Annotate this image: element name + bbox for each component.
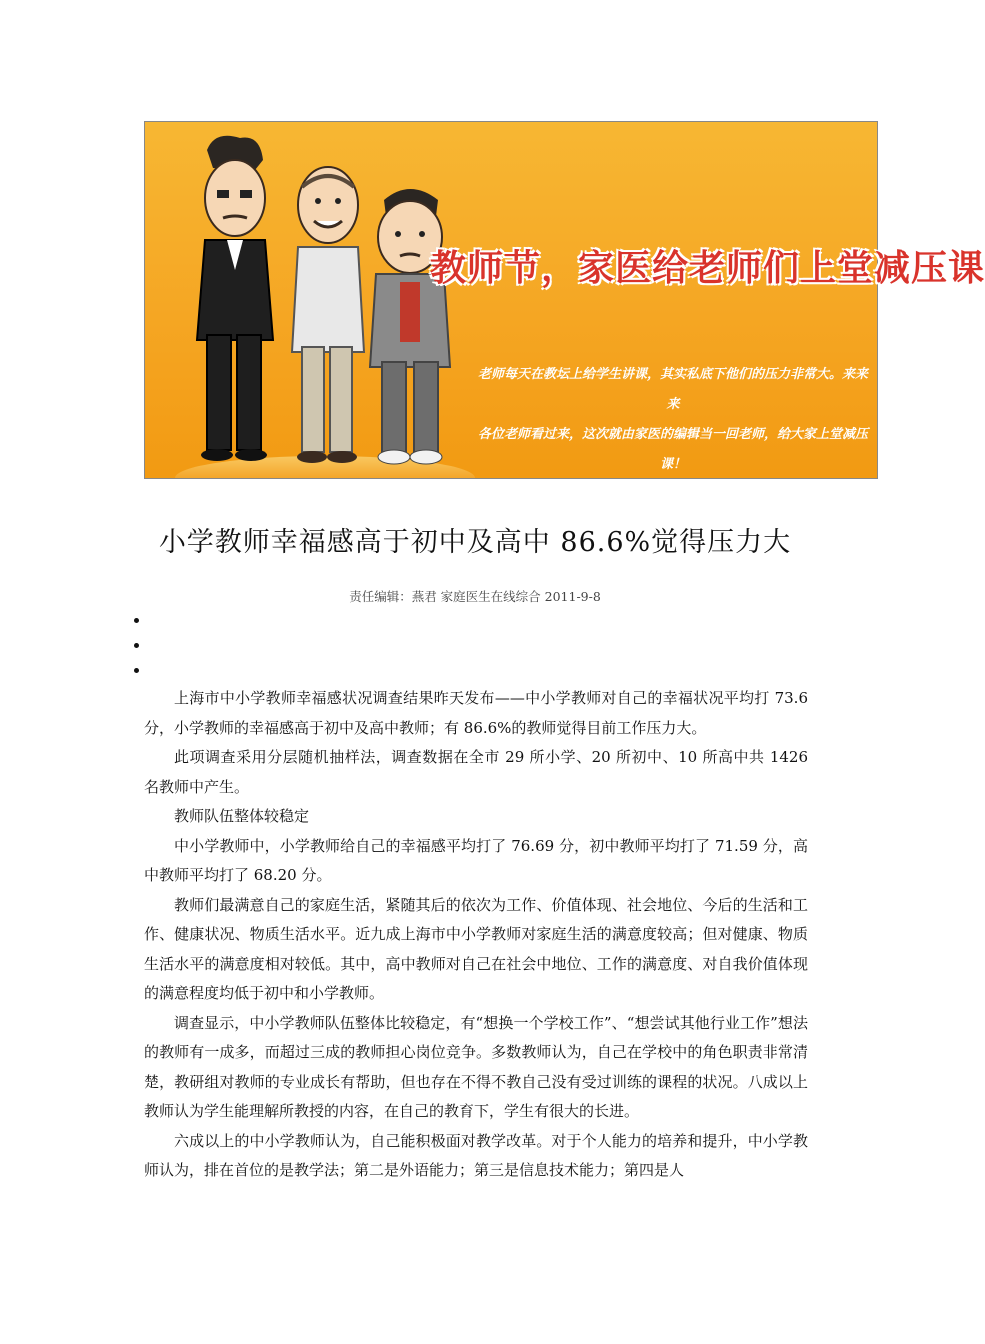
- paragraph: 调查显示，中小学教师队伍整体比较稳定，有“想换一个学校工作”、“想尝试其他行业工作”想法的教师有一成多，而超过三成的教师担心岗位竞争。多数教师认为，自己在学校中的角色职责非常清楚，教研组对教师的专业成长有帮助，但也存在不得不教自己没有受过训练的课程的状况。八成以上教师认为学生能理解所教授的内容，在自己的教育下，学生有很大的长进。: [144, 1013, 808, 1120]
- paragraph: 六成以上的中小学教师认为，自己能积极面对教学改革。对于个人能力的培养和提升，中小学教师认为，排在首位的是教学法；第二是外语能力；第三是信息技术能力；第四是人: [144, 1131, 808, 1179]
- paragraph: 教师们最满意自己的家庭生活，紧随其后的依次为工作、价值体现、社会地位、今后的生活和工作、健康状况、物质生活水平。近九成上海市中小学教师对家庭生活的满意度较高；但对健康、物质生活水平的满意度相对较低。其中，高中教师对自己在社会中地位、工作的满意度、对自我价值体现的满意程度均低于初中和小学教师。: [144, 895, 808, 1002]
- section-heading: 教师队伍整体较稳定: [174, 807, 310, 825]
- paragraph: 中小学教师中，小学教师给自己的幸福感平均打了 76.69 分，初中教师平均打了 71.59 分，高中教师平均打了 68.20 分。: [144, 836, 808, 884]
- banner-subtitle: [473, 360, 873, 480]
- banner-subtitle-line-2: 各位老师看过来，这次就由家医的编辑当一回老师，给大家上堂减压课！: [477, 427, 868, 472]
- banner-title: 教师节，家医给老师们上堂减压课: [430, 248, 985, 289]
- paragraph: 此项调查采用分层随机抽样法，调查数据在全市 29 所小学、20 所初中、10 所高中共 1426 名教师中产生。: [144, 748, 808, 796]
- banner-image: [144, 121, 985, 479]
- paragraph: 上海市中小学教师幸福感状况调查结果昨天发布——中小学教师对自己的幸福状况平均打 73.6 分，小学教师的幸福感高于初中及高中教师；有 86.6%的教师觉得目前工作压力大。: [144, 689, 808, 737]
- cartoon-teacher-3: [360, 182, 460, 467]
- banner-subtitle-line-1: 老师每天在教坛上给学生讲课，其实私底下他们的压力非常大。来来来: [477, 367, 868, 412]
- article-title: 小学教师幸福感高于初中及高中 86.6%觉得压力大: [158, 527, 792, 558]
- article-byline: 责任编辑：燕君 家庭医生在线综合 2011-9-8: [349, 589, 601, 604]
- article-body: [144, 684, 808, 1186]
- cartoon-teacher-1: [185, 130, 280, 465]
